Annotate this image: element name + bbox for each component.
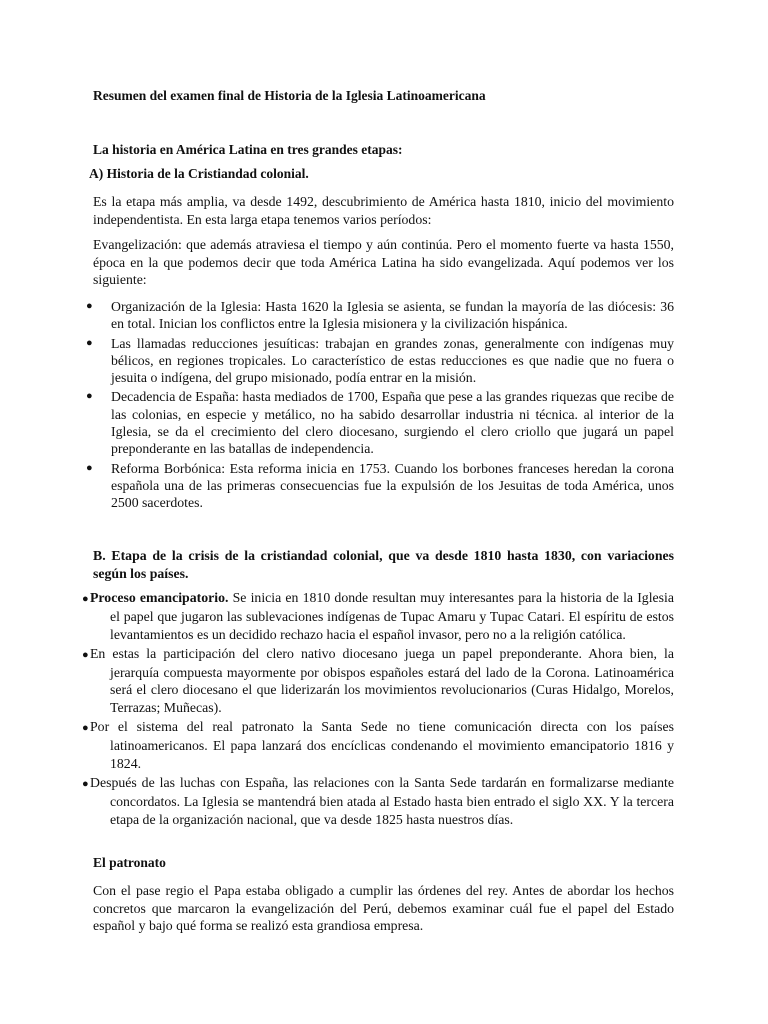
list-item-text: Después de las luchas con España, las relaciones con la Santa Sede tardarán en formalizarse mediante concordatos. La Iglesia se mantendrá bien atada al Estado hasta bien entrado el siglo XX. Y la tercera etapa de la organización nacional, que va desde 1825 hasta nuestros días.: [90, 774, 674, 827]
paragraph-patronato: Con el pase regio el Papa estaba obligado a cumplir las órdenes del rey. Antes de abordar los hechos concretos que marcaron la evangelización del Perú, debemos examinar cuál fue el papel del Estado español y bajo qué forma se realizó esta grandiosa empresa.: [93, 883, 674, 933]
paragraph-a2: Evangelización: que además atraviesa el tiempo y aún continúa. Pero el momento fuerte va hasta 1550, época en la que podemos decir que toda América Latina ha sido evangelizada. Aquí podemos ver los siguiente:: [93, 237, 674, 287]
list-item-text: Organización de la Iglesia: Hasta 1620 la Iglesia se asienta, se fundan la mayoría de las diócesis: 36 en total. Inician los conflictos entre la Iglesia misionera y la civilización hispánica.: [111, 299, 674, 332]
bullet-icon: ●: [82, 593, 89, 605]
list-item: [86, 298, 674, 333]
list-item: [82, 718, 674, 772]
bullet-icon: ●: [82, 722, 89, 735]
list-item: [82, 774, 674, 828]
list-item-text: Por el sistema del real patronato la Santa Sede no tiene comunicación directa con los países latinoamericanos. El papa lanzará dos encíclicas condenando el movimiento emancipatorio 1816 y 1824.: [90, 719, 674, 771]
section-b-heading: B. Etapa de la crisis de la cristiandad colonial, que va desde 1810 hasta 1830, con variaciones según los países.: [93, 548, 674, 581]
paragraph-a1: Es la etapa más amplia, va desde 1492, descubrimiento de América hasta 1810, inicio del movimiento independentista. En esta larga etapa tenemos varios períodos:: [93, 194, 674, 227]
bullet-icon: ●: [86, 461, 93, 474]
list-item: [86, 335, 674, 387]
patronato-heading: El patronato: [93, 855, 166, 870]
bullet-list-b: [82, 589, 674, 828]
bullet-icon: ●: [86, 336, 93, 349]
list-item-text: En estas la participación del clero nativo diocesano juega un papel preponderante. Ahora bien, la jerarquía compuesta mayormente por obispos españoles estará del lado de la Corona. Latinoamérica será el clero diocesano el que liderizarán los movimientos revolucionarios (Curas Hidalgo, Morelos, Terrazas; Muñecas).: [90, 645, 674, 715]
bullet-icon: ●: [86, 390, 93, 403]
bullet-icon: ●: [82, 777, 89, 790]
list-item: [82, 645, 674, 716]
bullet-list-a: [86, 298, 674, 512]
list-item-text: Decadencia de España: hasta mediados de 1700, España que pese a las grandes riquezas que recibe de las colonias, en especie y metálico, no ha sabido desarrollar industria ni técnica. al interior de la Iglesia, se da el crecimiento del clero diocesano, surgiendo el clero criollo que jugará un papel preponderante en las batallas de independencia.: [111, 389, 674, 457]
list-item-text: Las llamadas reducciones jesuíticas: trabajan en grandes zonas, generalmente con indígenas muy bélicos, en regiones tropicales. Lo característico de estas reducciones es que nadie que no fuera o jesuita o indígena, del grupo misionado, podía entrar en la misión.: [111, 335, 674, 386]
list-item-bold-lead: Proceso emancipatorio.: [90, 590, 229, 605]
list-item: [82, 589, 674, 643]
stages-heading: La historia en América Latina en tres grandes etapas:: [93, 142, 403, 157]
list-item-text: Reforma Borbónica: Esta reforma inicia en 1753. Cuando los borbones franceses heredan la corona española una de las primeras consecuencias fue la expulsión de los Jesuitas de toda América, unos 2500 sacerdotes.: [111, 460, 674, 511]
bullet-icon: ●: [86, 300, 93, 312]
bullet-icon: ●: [82, 648, 89, 661]
section-a-heading: A) Historia de la Cristiandad colonial.: [89, 166, 309, 181]
list-item-text: Se inicia en 1810 donde resultan muy interesantes para la historia de la Iglesia el papel que jugaron las sublevaciones indígenas de Tupac Amaru y Tupac Catari. El espíritu de estos levantamientos es un decidido rechazo hacia el español invasor, pero no a la religión católica.: [110, 590, 674, 642]
list-item: [86, 460, 674, 512]
document-title: Resumen del examen final de Historia de la Iglesia Latinoamericana: [93, 88, 486, 103]
list-item: [86, 388, 674, 457]
